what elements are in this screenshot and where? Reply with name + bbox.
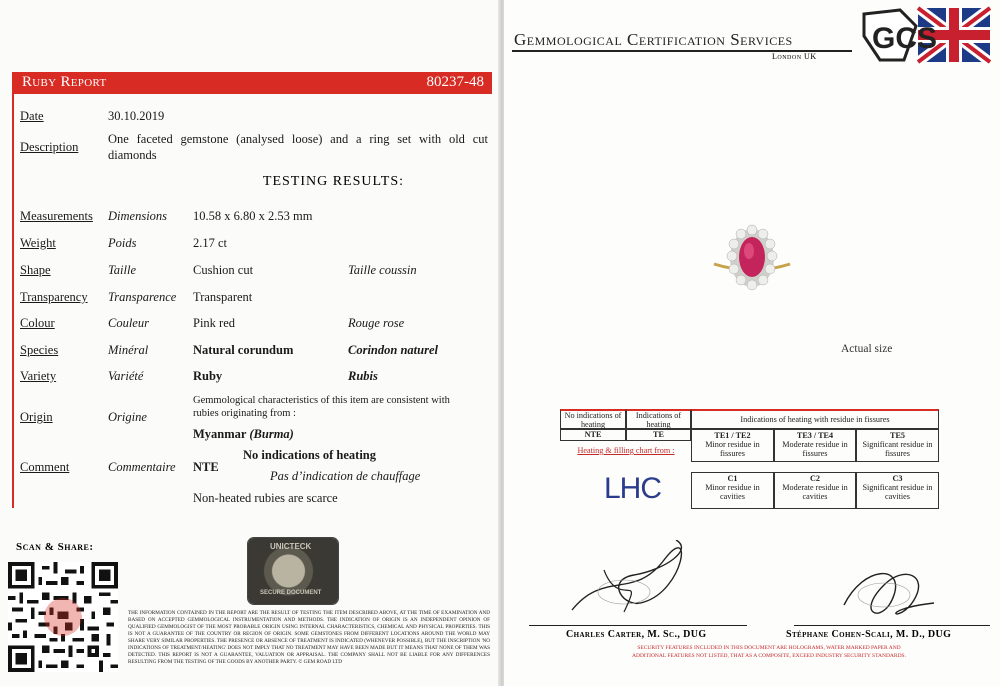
testing-results-heading: TESTING RESULTS: xyxy=(262,174,404,189)
colour-label: Colour xyxy=(20,316,55,330)
c2-cell: C2 Moderate residue in cavities xyxy=(774,472,856,509)
species-fr: Minéral xyxy=(108,343,149,357)
variety-value: Ruby xyxy=(193,369,223,383)
comment-code: NTE xyxy=(193,460,219,474)
gcs-title: Gemmological Certification Services xyxy=(514,30,793,49)
report-title-bar xyxy=(12,72,492,94)
colour-value: Pink red xyxy=(193,316,236,330)
description-label: Description xyxy=(20,140,79,154)
variety-fr: Variété xyxy=(108,369,144,383)
shape-fr: Taille xyxy=(108,263,137,277)
weight-value: 2.17 ct xyxy=(193,236,228,250)
signature-right xyxy=(834,555,944,625)
te34-cell: TE3 / TE4 Moderate residue in fissures xyxy=(774,429,856,462)
actual-size-label: Actual size xyxy=(841,343,893,355)
comment-value-fr: Pas d’indication de chauffage xyxy=(270,469,421,483)
transparency-value: Transparent xyxy=(193,290,253,304)
weight-fr: Poids xyxy=(108,236,137,250)
variety-value-fr: Rubis xyxy=(348,369,378,383)
report-disclaimer: THE INFORMATION CONTAINED IN THE REPORT ARE THE RESULT OF TESTING THE ITEM DESCRIBED ABOVE, AT THE TIME OF EXAMINATION AND BASED ON ACCEPTED GEMMOLOGICAL INSTRUMENTATION AND METHODS. THE INDICATION OF ORIGIN IS AN INDEPENDENT OPINION OF QUALIFIED GEMMOLOGIST OF THE MOST PROBABLE ORIGIN USING INTERNAL CHARACTERISTICS, CHEMICAL AND PHYSICAL PROPERTIES. THIS IS NOT A GUARANTEE OF THE COUNTRY OR REGION OF ORIGIN. SOME GEMSTONES FROM DIFFERENT LOCATIONS AROUND THE WORLD MAY SHARE VERY SIMILAR PROPERTIES. THE PRESENCE OR ABSENCE OF TREATMENT IS INDICATED (WHENEVER POSSIBLE), BUT THE INSCRIPTION 'NO INDICATIONS OF TREATMENT/HEATING' DOES NOT IMPLY THAT NO TREATMENT MAY HAVE BEEN MADE BUT IT MEANS THAT NONE OF THEM WAS DETECTED. THIS REPORT IS NOT A GUARANTEE, VALUATION OR APPRAISAL. THE COMPANY SHALL NOT BE LIABLE FOR ANY DIFFERENCES RESULTING FROM THE TESTING OF THE GOODS BY ANOTHER PARTY. © GEM ROAD LTD xyxy=(128,610,490,665)
hologram-seal xyxy=(248,538,338,604)
date-value: 30.10.2019 xyxy=(108,109,165,123)
transparency-label: Transparency xyxy=(20,290,88,304)
origin-text-2: rubies originating from : xyxy=(193,408,296,419)
measurements-label: Measurements xyxy=(20,209,93,223)
gcs-location: London UK xyxy=(772,52,817,61)
signatory-left: Charles Carter, M. Sc., DUG xyxy=(566,629,707,640)
hologram-text-bottom: SECURE DOCUMENT xyxy=(260,590,322,596)
weight-label: Weight xyxy=(20,236,56,250)
c1-cell: C1 Minor residue in cavities xyxy=(691,472,774,509)
signature-right-line xyxy=(794,625,990,626)
code-nte: NTE xyxy=(560,429,626,441)
variety-label: Variety xyxy=(20,369,57,383)
c3-cell: C3 Significant residue in cavities xyxy=(856,472,939,509)
transparency-fr: Transparence xyxy=(108,290,177,304)
gcs-logo xyxy=(860,6,992,64)
shape-value-fr: Taille coussin xyxy=(348,263,417,277)
report-right-page xyxy=(504,0,1000,686)
comment-label: Comment xyxy=(20,460,70,474)
col-heating-residue: Indications of heating with residue in fissures xyxy=(691,409,939,429)
species-value: Natural corundum xyxy=(193,343,294,357)
species-label: Species xyxy=(20,343,59,357)
ring-photo xyxy=(712,218,792,298)
chart-source-link[interactable]: Heating & filling chart from : xyxy=(577,446,675,455)
origin-label: Origin xyxy=(20,410,53,424)
te12-cell: TE1 / TE2 Minor residue in fissures xyxy=(691,429,774,462)
comment-fr: Commentaire xyxy=(108,460,176,474)
hologram-text-top: UNICTECK xyxy=(270,542,312,551)
origin-country: Myanmar (Burma) xyxy=(193,427,294,441)
code-te: TE xyxy=(626,429,691,441)
signatory-right: Stéphane Cohen-Scali, M. D., DUG xyxy=(786,629,952,640)
signature-left-line xyxy=(529,625,747,626)
qr-code[interactable] xyxy=(8,562,118,672)
report-number: 80237-48 xyxy=(426,74,484,90)
gcs-logo-text: GCS xyxy=(872,22,938,55)
report-border xyxy=(12,94,14,508)
origin-text-1: Gemmological characteristics of this item are consistent with xyxy=(193,395,450,406)
description-value: One faceted gemstone (analysed loose) and a ring set with old cut diamonds xyxy=(108,132,488,162)
measurements-value: 10.58 x 6.80 x 2.53 mm xyxy=(193,209,313,223)
shape-label: Shape xyxy=(20,263,51,277)
species-value-fr: Corindon naturel xyxy=(348,343,438,357)
col-heating: Indications of heating xyxy=(626,409,691,429)
col-no-heating: No indications of heating xyxy=(560,409,626,429)
colour-value-fr: Rouge rose xyxy=(348,316,405,330)
comment-note: Non-heated rubies are scarce xyxy=(193,491,338,505)
colour-fr: Couleur xyxy=(108,316,149,330)
date-label: Date xyxy=(20,109,44,123)
lhc-logo: LHC xyxy=(604,472,662,505)
scan-share-label: Scan & Share: xyxy=(16,541,94,553)
origin-fr: Origine xyxy=(108,410,147,424)
shape-value: Cushion cut xyxy=(193,263,254,277)
measurements-fr: Dimensions xyxy=(108,209,168,223)
signature-left xyxy=(564,540,704,620)
comment-value: No indications of heating xyxy=(243,448,377,462)
report-title: Ruby Report xyxy=(22,74,107,90)
security-note: SECURITY FEATURES INCLUDED IN THIS DOCUMENT ARE HOLOGRAMS, WATER MARKED PAPER AND ADDITIONAL FEATURES NOT LISTED, THAT AS A COMPOSITE, EXCEED INDUSTRY SECURITY STANDARDS. xyxy=(632,645,906,659)
te5-cell: TE5 Significant residue in fissures xyxy=(856,429,939,462)
